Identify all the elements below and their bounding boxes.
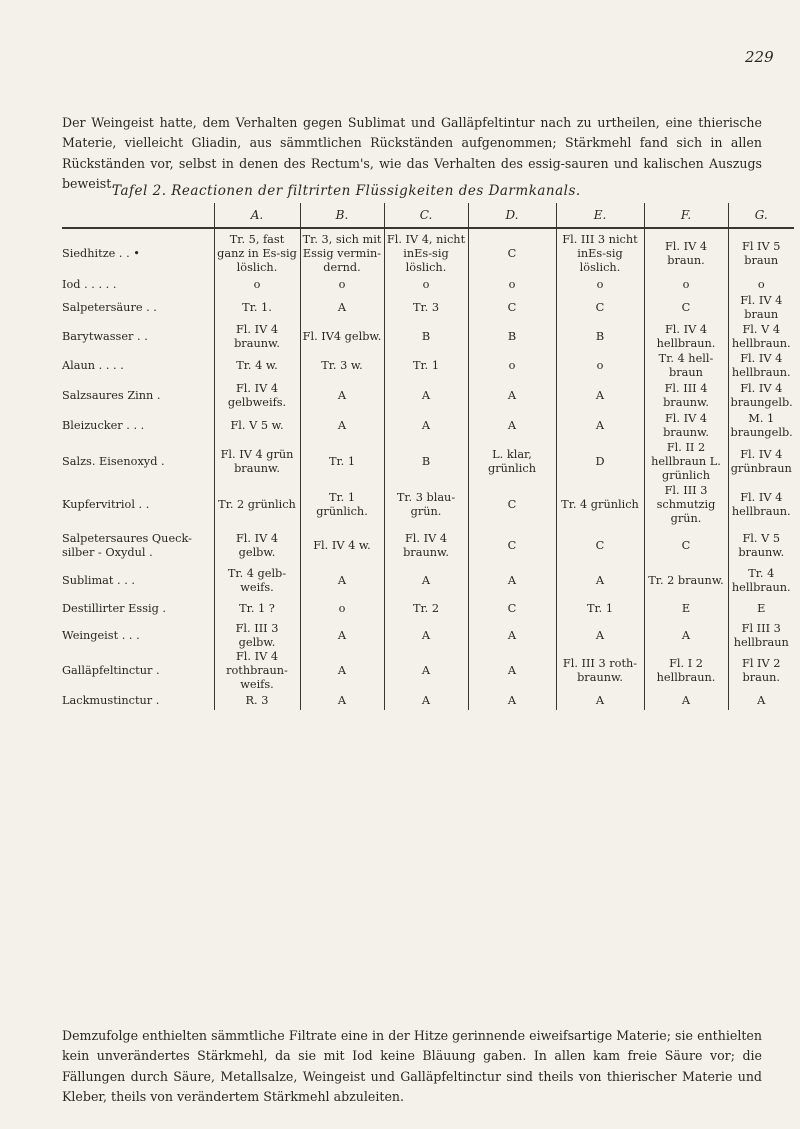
- table-cell: C: [468, 294, 556, 322]
- column-header: A.: [214, 203, 300, 228]
- table-cell: Fl. IV 4 gelbw.: [214, 526, 300, 566]
- column-header: C.: [384, 203, 468, 228]
- table-cell: Fl. III 4 braunw.: [644, 380, 728, 412]
- row-label: Weingeist . . .: [62, 629, 140, 642]
- table-row: [62, 412, 794, 440]
- row-label: Bleizucker . . .: [62, 419, 145, 432]
- column-header: D.: [468, 203, 556, 228]
- table-cell: C: [644, 294, 728, 322]
- table-cell: A: [384, 566, 468, 596]
- table-cell: Fl. IV 4, nicht inEs-sig löslich.: [384, 228, 468, 275]
- table-cell: A: [728, 692, 794, 710]
- table-cell: A: [384, 380, 468, 412]
- row-label: Salpetersaures Queck-silber - Oxydul .: [62, 532, 192, 559]
- table-cell: A: [300, 622, 384, 650]
- table-cell: Tr. 4 gelb-weifs.: [214, 566, 300, 596]
- table-cell: o: [384, 275, 468, 294]
- table-cell: A: [556, 412, 644, 440]
- table-row: [62, 322, 794, 352]
- table-cell: o: [468, 352, 556, 380]
- table-cell: Fl. III 3 roth-braunw.: [556, 650, 644, 692]
- table-cell: A: [300, 380, 384, 412]
- table-cell: C: [556, 526, 644, 566]
- table-row: [62, 352, 794, 380]
- row-label: Kupfervitriol . .: [62, 498, 150, 511]
- table-cell: C: [468, 596, 556, 622]
- table-cell: A: [300, 412, 384, 440]
- table-row: [62, 228, 794, 275]
- table-cell: Fl. V 5 braunw.: [728, 526, 794, 566]
- table-cell: Fl. II 2 hellbraun L. grünlich: [644, 440, 728, 484]
- row-label: Salzsaures Zinn .: [62, 389, 161, 402]
- row-label: Salpetersäure . .: [62, 301, 157, 314]
- table-cell: Tr. 1 grünlich.: [300, 484, 384, 526]
- table-cell: Fl III 3 hellbraun: [728, 622, 794, 650]
- table-cell: Fl. IV 4 w.: [300, 526, 384, 566]
- table-cell: A: [556, 692, 644, 710]
- table-cell: Fl. V 5 w.: [214, 412, 300, 440]
- row-label: Sublimat . . .: [62, 574, 136, 587]
- table-row: [62, 622, 794, 650]
- table-cell: Tr. 3 w.: [300, 352, 384, 380]
- table-cell: Tr. 4 hell-braun: [644, 352, 728, 380]
- table-cell: o: [556, 275, 644, 294]
- table-cell: Fl. IV 4 braunw.: [214, 322, 300, 352]
- table-cell: Fl. IV 4 grün braunw.: [214, 440, 300, 484]
- table-row: [62, 484, 794, 526]
- table-cell: A: [468, 380, 556, 412]
- table-cell: Fl. III 3 schmutzig grün.: [644, 484, 728, 526]
- table-cell: A: [644, 692, 728, 710]
- table-cell: Tr. 4 hellbraun.: [728, 566, 794, 596]
- table-title: Tafel 2. Reactionen der filtrirten Flüssigkeiten des Darmkanals.: [112, 183, 581, 199]
- table-cell: Tr. 1: [384, 352, 468, 380]
- table-row: [62, 692, 794, 710]
- page-number: 229: [745, 48, 774, 66]
- table-cell: Fl IV 5 braun: [728, 228, 794, 275]
- closing-paragraph: Demzufolge enthielten sämmtliche Filtrate eine in der Hitze gerinnende eiweifsartige Materie; sie enthielten kein unverändertes Stärkmehl, da sie mit Iod keine Bläuung gaben. In allen kam freie Säure vor; die Fällungen durch Säure, Metallsalze, Weingeist und Galläpfeltinctur sind theils von thierischer Materie und Kleber, theils von verändertem Stärkmehl abzuleiten.: [62, 1027, 762, 1105]
- table-cell: A: [556, 380, 644, 412]
- row-label: Iod . . . . .: [62, 277, 117, 291]
- table-cell: o: [214, 275, 300, 294]
- table-body: [62, 228, 794, 710]
- table-cell: A: [644, 622, 728, 650]
- table-row: [62, 650, 794, 692]
- table-cell: Tr. 1.: [214, 294, 300, 322]
- column-header: E.: [556, 203, 644, 228]
- table-cell: Tr. 1 ?: [214, 596, 300, 622]
- table-cell: o: [468, 275, 556, 294]
- table-cell: Fl. IV 4 hellbraun.: [644, 322, 728, 352]
- reaction-table-container: [62, 203, 793, 710]
- table-cell: Tr. 3: [384, 294, 468, 322]
- table-cell: D: [556, 440, 644, 484]
- row-label: Barytwasser . .: [62, 330, 148, 343]
- table-cell: A: [556, 566, 644, 596]
- table-cell: o: [300, 275, 384, 294]
- row-label: Siedhitze . . •: [62, 247, 140, 260]
- table-row: [62, 380, 794, 412]
- column-header: F.: [644, 203, 728, 228]
- table-cell: A: [300, 650, 384, 692]
- table-cell: A: [468, 412, 556, 440]
- table-cell: A: [468, 692, 556, 710]
- table-cell: Tr. 2 grünlich: [214, 484, 300, 526]
- table-cell: B: [384, 322, 468, 352]
- table-cell: C: [468, 228, 556, 275]
- table-cell: Fl. III 3 gelbw.: [214, 622, 300, 650]
- table-cell: B: [468, 322, 556, 352]
- table-header-row: [62, 203, 794, 228]
- table-cell: Tr. 1: [556, 596, 644, 622]
- table-cell: Tr. 3 blau-grün.: [384, 484, 468, 526]
- row-label: Salzs. Eisenoxyd .: [62, 455, 165, 468]
- column-header: B.: [300, 203, 384, 228]
- table-cell: B: [384, 440, 468, 484]
- table-cell: E: [728, 596, 794, 622]
- table-cell: Fl. IV 4 braun.: [644, 228, 728, 275]
- table-cell: C: [556, 294, 644, 322]
- table-cell: Tr. 4 w.: [214, 352, 300, 380]
- table-cell: Fl. IV 4 braun: [728, 294, 794, 322]
- row-label: Alaun . . . .: [62, 359, 124, 372]
- table-cell: Tr. 1: [300, 440, 384, 484]
- table-cell: Fl. IV 4 braunw.: [384, 526, 468, 566]
- table-cell: A: [468, 622, 556, 650]
- table-cell: A: [468, 566, 556, 596]
- table-cell: Fl. IV 4 hellbraun.: [728, 484, 794, 526]
- row-label: Galläpfeltinctur .: [62, 664, 160, 677]
- table-cell: A: [384, 412, 468, 440]
- table-cell: Fl. V 4 hellbraun.: [728, 322, 794, 352]
- intro-paragraph: Der Weingeist hatte, dem Verhalten gegen Sublimat und Galläpfeltintur nach zu urtheilen, eine thierische Materie, vielleicht Gliadin, aus sämmtlichen Rückständen aufgenommen; Stärkmehl fand sich in allen Rückständen vor, selbst in denen des Rectum's, wie das Verhalten des essig-sauren und kalischen Auszugs beweist.: [62, 114, 762, 192]
- table-cell: Fl. IV 4 hellbraun.: [728, 352, 794, 380]
- table-cell: R. 3: [214, 692, 300, 710]
- table-cell: E: [644, 596, 728, 622]
- reaction-table: [62, 203, 794, 710]
- table-cell: Fl. IV 4 braungelb.: [728, 380, 794, 412]
- table-cell: Tr. 4 grünlich: [556, 484, 644, 526]
- table-cell: A: [384, 650, 468, 692]
- table-cell: Fl IV 2 braun.: [728, 650, 794, 692]
- table-cell: A: [384, 692, 468, 710]
- table-cell: Fl. IV 4 grünbraun: [728, 440, 794, 484]
- table-cell: Fl. I 2 hellbraun.: [644, 650, 728, 692]
- table-cell: Tr. 5, fast ganz in Es-sig löslich.: [214, 228, 300, 275]
- table-cell: Fl. III 3 nicht inEs-sig löslich.: [556, 228, 644, 275]
- table-cell: Fl. IV4 gelbw.: [300, 322, 384, 352]
- table-cell: A: [468, 650, 556, 692]
- table-cell: C: [644, 526, 728, 566]
- table-row: [62, 294, 794, 322]
- table-cell: M. 1 braungelb.: [728, 412, 794, 440]
- table-cell: Tr. 2 braunw.: [644, 566, 728, 596]
- table-cell: A: [384, 622, 468, 650]
- header-empty: [62, 203, 214, 228]
- table-cell: B: [556, 322, 644, 352]
- row-label: Lackmustinctur .: [62, 694, 160, 707]
- table-cell: C: [468, 526, 556, 566]
- table-cell: o: [728, 275, 794, 294]
- column-header: G.: [728, 203, 794, 228]
- table-cell: o: [556, 352, 644, 380]
- table-row: [62, 440, 794, 484]
- table-cell: Tr. 2: [384, 596, 468, 622]
- table-cell: Fl. IV 4 gelbweifs.: [214, 380, 300, 412]
- table-cell: o: [644, 275, 728, 294]
- table-cell: o: [300, 596, 384, 622]
- table-row: [62, 566, 794, 596]
- table-row: [62, 526, 794, 566]
- table-cell: A: [556, 622, 644, 650]
- table-cell: A: [300, 294, 384, 322]
- table-row: [62, 275, 794, 294]
- row-label: Destillirter Essig .: [62, 602, 167, 615]
- table-cell: C: [468, 484, 556, 526]
- table-cell: Fl. IV 4 rothbraun-weifs.: [214, 650, 300, 692]
- table-cell: L. klar, grünlich: [468, 440, 556, 484]
- table-row: [62, 596, 794, 622]
- table-cell: A: [300, 566, 384, 596]
- table-cell: Tr. 3, sich mit Essig vermin-dernd.: [300, 228, 384, 275]
- table-cell: A: [300, 692, 384, 710]
- table-cell: Fl. IV 4 braunw.: [644, 412, 728, 440]
